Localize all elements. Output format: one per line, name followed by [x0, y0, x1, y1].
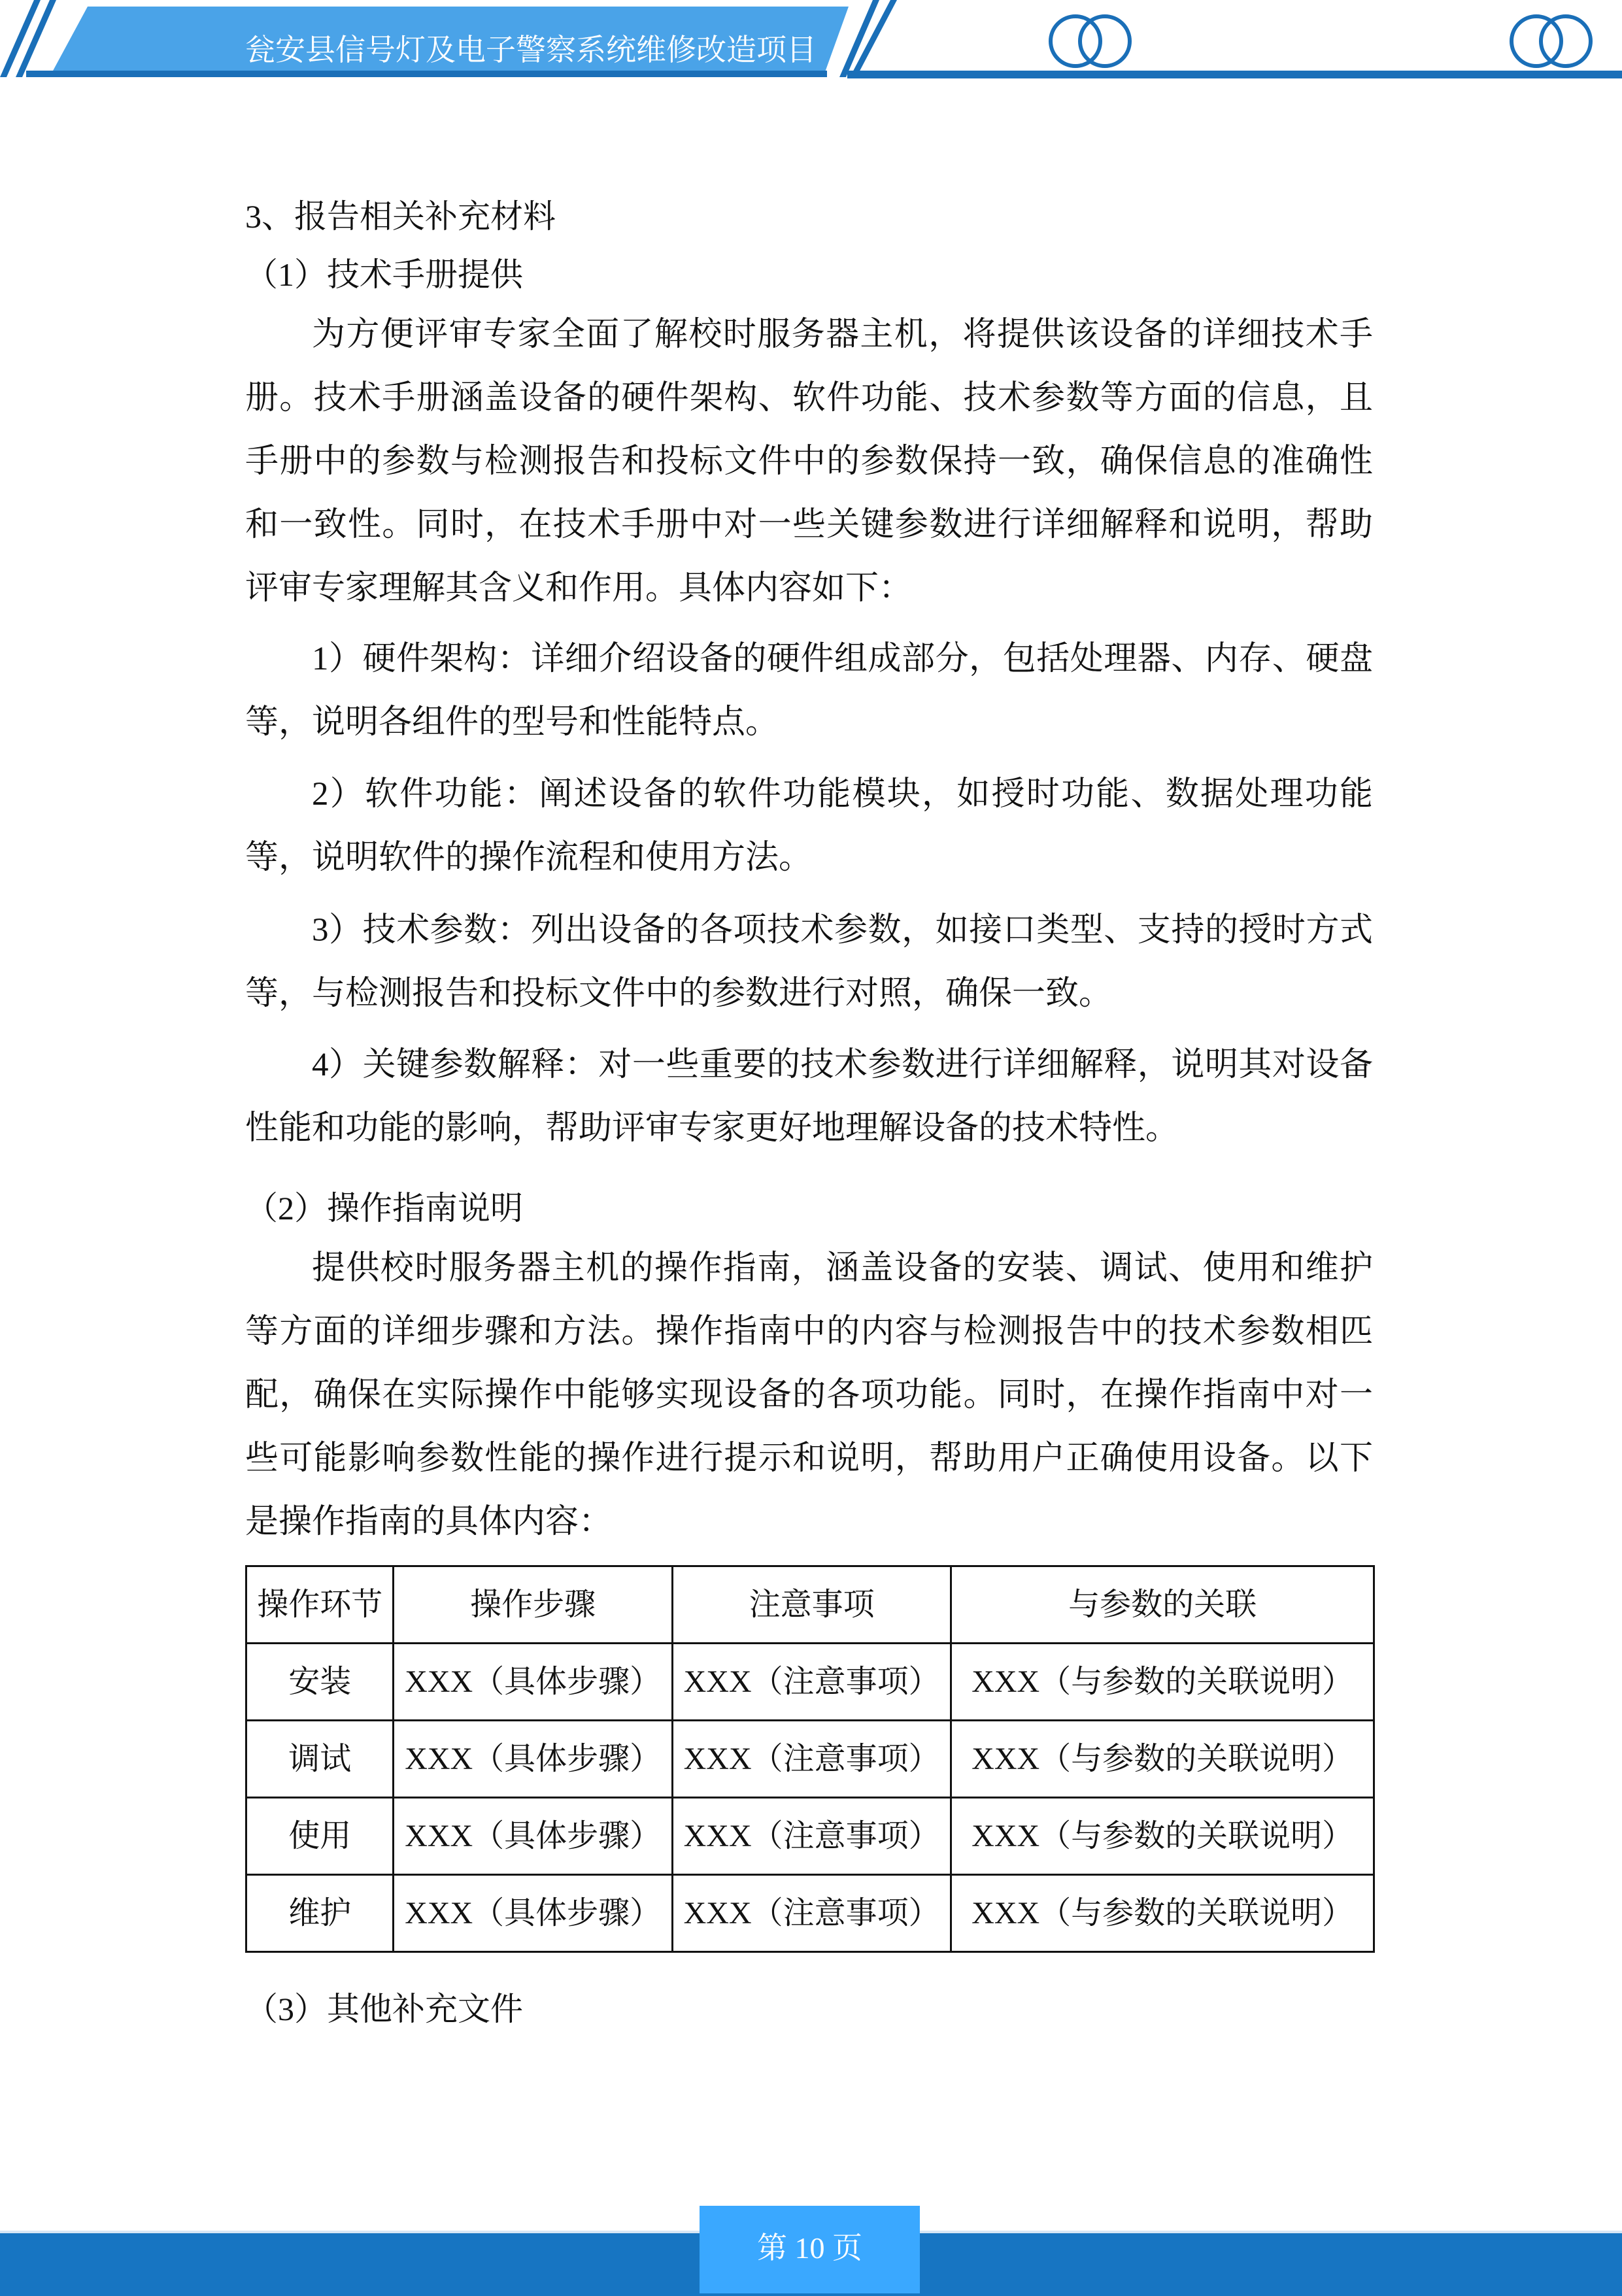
table-row: [246, 1644, 1374, 1721]
header-underline: [847, 71, 1622, 78]
table-header-cell: 操作环节: [246, 1566, 394, 1644]
operation-guide-table: [245, 1565, 1375, 1953]
page-number: 第 10 页: [700, 2206, 920, 2293]
table-cell: XXX（注意事项）: [672, 1875, 951, 1952]
sub2-intro: 提供校时服务器主机的操作指南，涵盖设备的安装、调试、使用和维护等方面的详细步骤和方法。操作指南中的内容与检测报告中的技术参数相匹配，确保在实际操作中能够实现设备的各项功能。同时，在操作指南中对一些可能影响参数性能的操作进行提示和说明，帮助用户正确使用设备。以下是操作指南的具体内容：: [245, 1250, 1373, 1540]
item-tech-params: 3）技术参数：列出设备的各项技术参数，如接口类型、支持的授时方式等，与检测报告和投标文件中的参数进行对照，确保一致。: [245, 912, 1373, 1012]
table-row: [246, 1875, 1374, 1952]
table-cell: XXX（与参数的关联说明）: [951, 1644, 1374, 1721]
table-cell: XXX（与参数的关联说明）: [951, 1798, 1374, 1875]
table-cell: 调试: [246, 1721, 394, 1798]
header-underline: [26, 71, 827, 77]
table-cell: XXX（注意事项）: [672, 1721, 951, 1798]
sub3-heading: （3）其他补充文件: [245, 1991, 523, 2027]
table-header-cell: 注意事项: [672, 1566, 951, 1644]
table-cell: XXX（注意事项）: [672, 1644, 951, 1721]
item-software: 2）软件功能：阐述设备的软件功能模块，如授时功能、数据处理功能等，说明软件的操作流程和使用方法。: [245, 776, 1373, 876]
table-cell: 安装: [246, 1644, 394, 1721]
table-cell: 使用: [246, 1798, 394, 1875]
rings-logo-icon: [1051, 16, 1591, 66]
item-key-params: 4）关键参数解释：对一些重要的技术参数进行详细解释，说明其对设备性能和功能的影响，帮助评审专家更好地理解设备的技术特性。: [245, 1047, 1373, 1147]
table-cell: XXX（与参数的关联说明）: [951, 1875, 1374, 1952]
table-header-row: [246, 1566, 1374, 1644]
table-row: [246, 1721, 1374, 1798]
table-cell: XXX（注意事项）: [672, 1798, 951, 1875]
table-cell: 维护: [246, 1875, 394, 1952]
table-header-cell: 操作步骤: [394, 1566, 672, 1644]
header-title: 瓮安县信号灯及电子警察系统维修改造项目: [245, 33, 817, 67]
table-header-cell: 与参数的关联: [951, 1566, 1374, 1644]
sub2-heading: （2）操作指南说明: [245, 1190, 523, 1226]
sub1-intro: 为方便评审专家全面了解校时服务器主机，将提供该设备的详细技术手册。技术手册涵盖设备的硬件架构、软件功能、技术参数等方面的信息，且手册中的参数与检测报告和投标文件中的参数保持一致，确保信息的准确性和一致性。同时，在技术手册中对一些关键参数进行详细解释和说明，帮助评审专家理解其含义和作用。具体内容如下：: [245, 316, 1373, 607]
sub1-heading: （1）技术手册提供: [245, 256, 523, 293]
table-cell: XXX（与参数的关联说明）: [951, 1721, 1374, 1798]
section-heading: 3、报告相关补充材料: [245, 198, 556, 235]
table-cell: XXX（具体步骤）: [394, 1721, 672, 1798]
table-cell: XXX（具体步骤）: [394, 1798, 672, 1875]
table-cell: XXX（具体步骤）: [394, 1875, 672, 1952]
table-row: [246, 1798, 1374, 1875]
table-cell: XXX（具体步骤）: [394, 1644, 672, 1721]
item-hardware: 1）硬件架构：详细介绍设备的硬件组成部分，包括处理器、内存、硬盘等，说明各组件的型号和性能特点。: [245, 641, 1373, 741]
